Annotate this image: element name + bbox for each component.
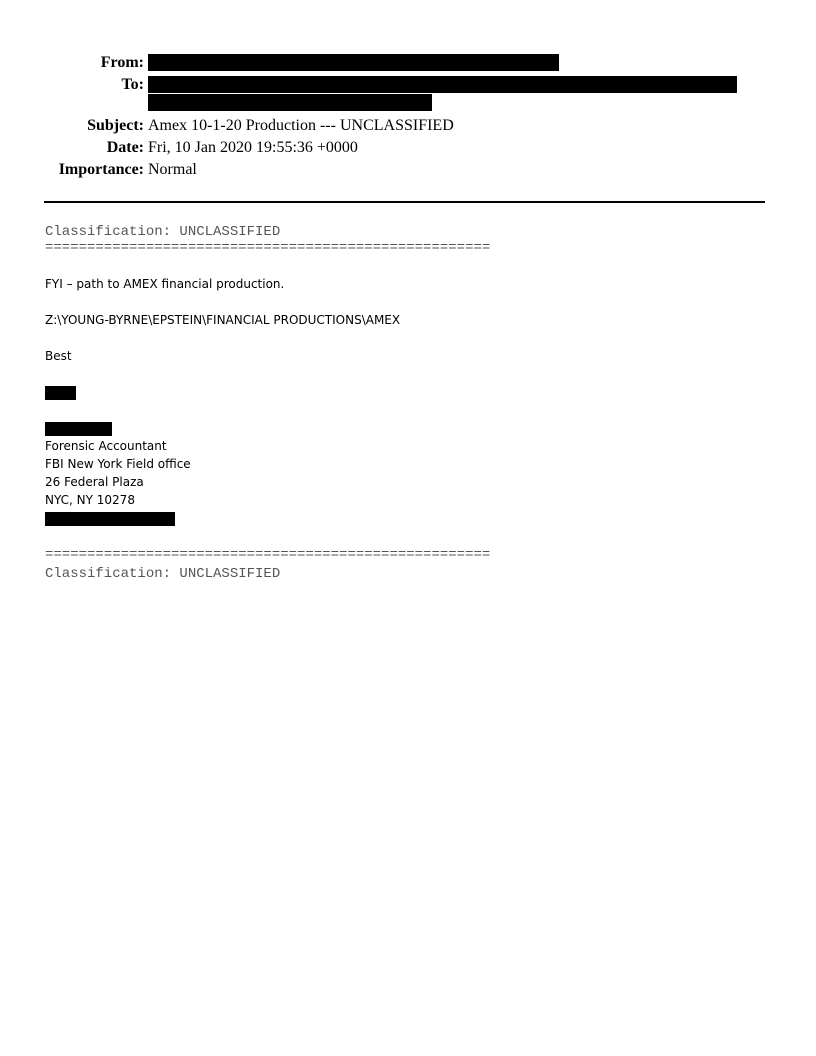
subject-value: Amex 10-1-20 Production --- UNCLASSIFIED: [148, 117, 454, 134]
signature-street: 26 Federal Plaza: [45, 475, 144, 489]
sender-first-name-redaction: [45, 386, 76, 400]
fyi-line: FYI – path to AMEX financial production.: [45, 277, 285, 291]
classification-top: Classification: UNCLASSIFIED: [45, 224, 281, 240]
to-label: To:: [121, 76, 144, 93]
path-line: Z:\YOUNG-BYRNE\EPSTEIN\FINANCIAL PRODUCTIONS\AMEX: [45, 313, 401, 327]
signature-city: NYC, NY 10278: [45, 493, 135, 507]
separator-bottom: =====================================================: [45, 547, 491, 563]
sender-name-redaction: [45, 422, 112, 436]
email-header: [0, 0, 816, 190]
best-line: Best: [45, 349, 72, 363]
classification-bottom: Classification: UNCLASSIFIED: [45, 566, 281, 582]
date-value: Fri, 10 Jan 2020 19:55:36 +0000: [148, 139, 358, 156]
from-redaction: [148, 54, 559, 71]
header-divider: [44, 201, 765, 203]
to-redaction-line2: [148, 94, 432, 111]
subject-label: Subject:: [87, 117, 144, 134]
date-label: Date:: [106, 139, 144, 156]
phone-redaction: [45, 512, 175, 526]
signature-title: Forensic Accountant: [45, 439, 167, 453]
signature-office: FBI New York Field office: [45, 457, 191, 471]
from-label: From:: [100, 54, 144, 71]
to-redaction-line1: [148, 76, 737, 93]
separator-top: =====================================================: [45, 240, 491, 256]
importance-value: Normal: [148, 161, 197, 178]
importance-label: Importance:: [58, 161, 144, 178]
